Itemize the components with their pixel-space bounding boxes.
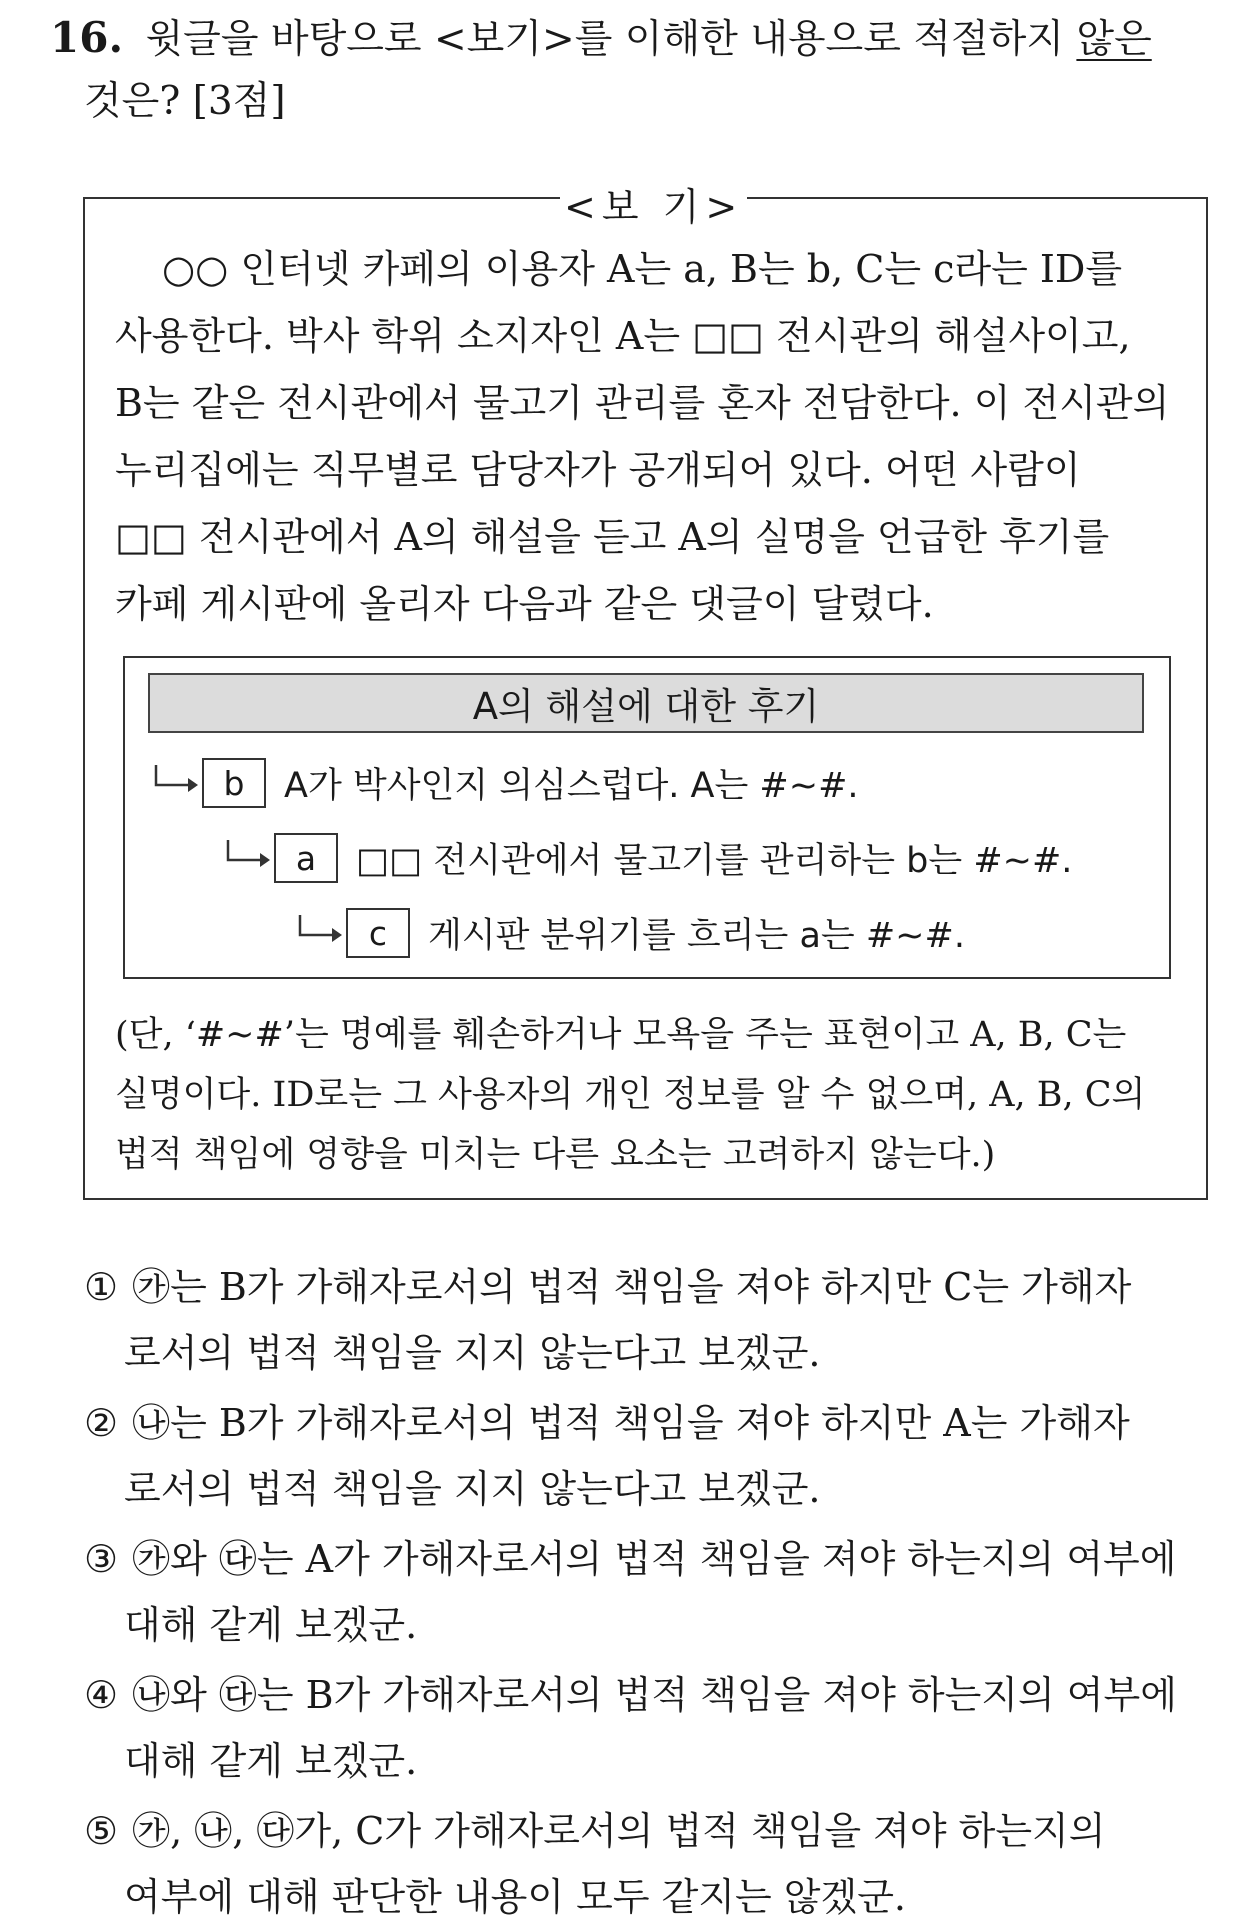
comment-level-1: [148, 758, 859, 808]
bogi-paragraph-line: 누리집에는 직무별로 담당자가 공개되어 있다. 어떤 사람이: [115, 448, 1081, 492]
question-stem-text: 윗글을 바탕으로 <보기>를 이해한 내용으로 적절하지: [145, 17, 1064, 62]
bogi-paragraph-line: □□ 전시관에서 A의 해설을 듣고 A의 실명을 언급한 후기를: [115, 515, 1110, 559]
bogi-paragraph-line: 사용한다. 박사 학위 소지자인 A는 □□ 전시관의 해설사이고,: [115, 314, 1131, 358]
option-2-continued: 로서의 법적 책임을 지지 않는다고 보겠군.: [124, 1467, 821, 1511]
option-2[interactable]: [84, 1392, 1130, 1447]
comment-text: A가 박사인지 의심스럽다. A는 #~#.: [284, 766, 859, 806]
comment-id-box: a: [274, 833, 338, 883]
comment-id-box: c: [346, 908, 410, 958]
option-3-continued: 대해 같게 보겠군.: [124, 1603, 418, 1647]
bogi-paragraph-line: B는 같은 전시관에서 물고기 관리를 혼자 전담한다. 이 전시관의: [115, 381, 1170, 425]
bogi-note-line: (단, ‘#~#’는 명예를 훼손하거나 모욕을 주는 표현이고 A, B, C는: [115, 1015, 1127, 1055]
option-3[interactable]: [84, 1528, 1176, 1583]
option-text: ㉮와 ㉰는 A가 가해자로서의 법적 책임을 져야 하는지의 여부에: [132, 1537, 1177, 1581]
post-title: A의 해설에 대한 후기: [148, 673, 1144, 733]
option-4-continued: 대해 같게 보겠군.: [124, 1739, 418, 1783]
question-number: 16.: [50, 13, 124, 62]
bogi-note-line: 실명이다. ID로는 그 사용자의 개인 정보를 알 수 없으며, A, B, C의: [115, 1075, 1146, 1115]
option-1[interactable]: [84, 1256, 1131, 1311]
bogi-title: <보 기>: [560, 176, 747, 231]
option-marker: ①: [84, 1265, 119, 1309]
question-stem-underlined: 않은: [1076, 17, 1152, 62]
bogi-paragraph-line: 카페 게시판에 올리자 다음과 같은 댓글이 달렸다.: [115, 582, 934, 626]
comment-text: 게시판 분위기를 흐리는 a는 #~#.: [428, 916, 965, 956]
option-5-continued: 여부에 대해 판단한 내용이 모두 같지는 않겠군.: [124, 1875, 907, 1919]
question-stem: [50, 8, 1152, 64]
comment-level-2: [220, 833, 1072, 883]
bogi-paragraph-line: ○○ 인터넷 카페의 이용자 A는 a, B는 b, C는 c라는 ID를: [162, 247, 1123, 291]
reply-arrow-icon: [292, 913, 344, 953]
option-5[interactable]: [84, 1800, 1105, 1855]
option-text: ㉮는 B가 가해자로서의 법적 책임을 져야 하지만 C는 가해자: [132, 1265, 1132, 1309]
question-stem-line2: 것은? [3점]: [84, 79, 286, 124]
option-marker: ⑤: [84, 1809, 119, 1853]
bogi-note-line: 법적 책임에 영향을 미치는 다른 요소는 고려하지 않는다.): [115, 1135, 996, 1175]
option-text: ㉯와 ㉰는 B가 가해자로서의 법적 책임을 져야 하는지의 여부에: [132, 1673, 1177, 1717]
comment-text: □□ 전시관에서 물고기를 관리하는 b는 #~#.: [356, 841, 1073, 881]
comment-level-3: [292, 908, 965, 958]
option-marker: ④: [84, 1673, 119, 1717]
option-4[interactable]: [84, 1664, 1177, 1719]
option-marker: ③: [84, 1537, 119, 1581]
option-text: ㉮, ㉯, ㉰가, C가 가해자로서의 법적 책임을 져야 하는지의: [132, 1809, 1106, 1853]
option-1-continued: 로서의 법적 책임을 지지 않는다고 보겠군.: [124, 1331, 821, 1375]
comment-id-box: b: [202, 758, 266, 808]
reply-arrow-icon: [148, 763, 200, 803]
option-marker: ②: [84, 1401, 119, 1445]
option-text: ㉯는 B가 가해자로서의 법적 책임을 져야 하지만 A는 가해자: [132, 1401, 1130, 1445]
reply-arrow-icon: [220, 838, 272, 878]
